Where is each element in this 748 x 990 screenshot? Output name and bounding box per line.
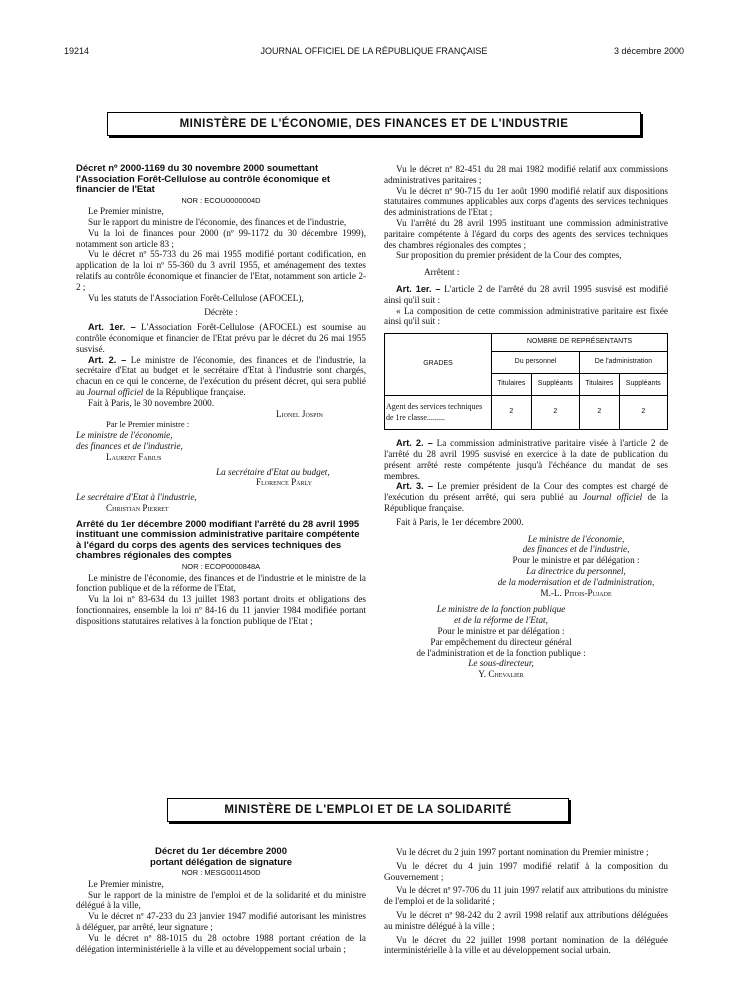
para: Le Premier ministre, [88, 878, 164, 889]
para: Vu le décret nº 88-1015 du 28 octobre 1988 portant création de la délégation interministérielle à la ville et au développement social urbain ; [76, 932, 366, 954]
para: Vu le décret nº 55-733 du 26 mai 1955 modifié portant codification, en application de la loi nº 55-360 du 3 avril 1955, et aménagement des textes relatifs au contrôle économique et financier de l'Etat, notamment son article 2-2 ; [76, 249, 366, 292]
article-2: Art. 2. – La commission administrative paritaire visée à l'article 2 de l'arrêté du 28 avril 1995 susvisé en exercice à la date de publication du présent arrêté reste compétente jusqu'à l'échéance du mandat de ses membres. [384, 438, 669, 481]
article-label: Art. 2. – [396, 438, 433, 449]
para: Vu les statuts de l'Association Forêt-Cellulose (AFOCEL), [88, 292, 304, 303]
para: Vu le décret nº 47-233 du 23 janvier 1947 modifié autorisant les ministres à déléguer, par arrêté, leur signature ; [76, 911, 366, 932]
para: Vu la loi de finances pour 2000 (nº 99-1172 du 30 décembre 1999), notamment son article 83 ; [76, 227, 366, 249]
ministry-heading-emploi: MINISTÈRE DE L'EMPLOI ET DE LA SOLIDARITÉ [167, 798, 569, 822]
signature-block-2: Le ministre de la fonction publique et de la réforme de l'Etat, Pour le ministre et par délégation : Par empêchement du directeur général de l'administration et de la fonction publique : Le sous-directeur, Y. Chevalier [384, 604, 668, 680]
article-1: Art. 1er. – L'Association Forêt-Cellulose (AFOCEL) est soumise au contrôle économique et financier de l'Etat prévu par le décret du 26 mai 1955 susvisé. [76, 322, 366, 354]
para: Vu le décret nº 82-451 du 28 mai 1982 modifié relatif aux commissions administratives paritaires ; [384, 164, 668, 185]
signatory-name: Christian Pierret [106, 503, 169, 514]
para: Sur le rapport de la ministre de l'emploi et de la solidarité et du ministre délégué à la ville, [76, 889, 366, 911]
signatory-role: des finances et de l'industrie, [76, 441, 183, 452]
header-suppleants: Suppléants [531, 374, 579, 396]
cell-value: 2 [579, 396, 619, 430]
decree-title: Décret nº 2000-1169 du 30 novembre 2000 soumettant l'Association Forêt-Cellulose au contrôle économique et financier de l'Etat [76, 163, 331, 195]
row-grade: Agent des services techniques de 1re classe......... [385, 396, 492, 430]
para: Vu le décret du 2 juin 1997 portant nomination du Premier ministre ; [396, 847, 649, 857]
decree2-nor: NOR : MESG0011450D [181, 868, 261, 877]
page-number: 19214 [64, 46, 90, 56]
decree2-subtitle: portant délégation de signature [150, 856, 292, 868]
signatory-name: Laurent Fabius [106, 451, 162, 462]
right-column [384, 164, 668, 680]
article-2: Art. 2. – Le ministre de l'économie, des finances et de l'industrie, la secrétaire d'Etat au budget et le secrétaire d'Etat à l'industrie sont chargés, chacun en ce qui le concerne, de l'exécution du présent décret, qui sera publié au Journal officiel de la République française. [76, 354, 366, 398]
table-row [385, 396, 668, 430]
header-nombre: NOMBRE DE REPRÉSENTANTS [492, 334, 668, 352]
para: Vu la loi nº 83-634 du 13 juillet 1983 portant droits et obligations des fonctionnaires, ensemble la loi nº 84-16 du 11 janvier 1984 modifiée portant dispositions statutaires relatives à la fonction publique de l'Etat ; [76, 594, 366, 626]
para: Vu le décret nº 98-242 du 2 avril 1998 relatif aux attributions déléguées au ministre délégué à la ville ; [384, 909, 668, 931]
fait: Fait à Paris, le 1er décembre 2000. [396, 516, 524, 527]
par-pm: Par le Premier ministre : [106, 419, 190, 430]
header-administration: De l'administration [579, 352, 667, 374]
issue-date: 3 décembre 2000 [613, 46, 684, 56]
bottom-left-column [76, 847, 366, 954]
arretent: Arrêtent : [424, 267, 460, 278]
representatives-table [384, 333, 668, 430]
signatory-name: M.-L. Pitois-Pujade [540, 587, 612, 598]
ministry-heading-economie: MINISTÈRE DE L'ÉCONOMIE, DES FINANCES ET DE L'INDUSTRIE [107, 112, 641, 136]
left-column [76, 164, 366, 627]
para: Sur le rapport du ministre de l'économie, des finances et de l'industrie, [88, 217, 347, 228]
decree2-title: Décret du 1er décembre 2000 [154, 846, 288, 857]
signature-block-1: Le ministre de l'économie, des finances et de l'industrie, Pour le ministre et par délégation : La directrice du personnel, de la modernisation et de l'administration, M.-L. Pitois-Pujade [384, 534, 668, 599]
signatory-role: La secrétaire d'Etat au budget, [216, 466, 330, 477]
article-1: Art. 1er. – L'article 2 de l'arrêté du 28 avril 1995 susvisé est modifié ainsi qu'il suit : [384, 283, 668, 305]
signature-pm: Lionel Jospin [276, 408, 323, 419]
cell-value: 2 [619, 396, 667, 430]
header-titulaires: Titulaires [579, 374, 619, 396]
arrete-title: Arrêté du 1er décembre 2000 modifiant l'arrêté du 28 avril 1995 instituant une commission administrative paritaire compétente à l'égard du corps des agents des services techniques des chambres régionales des comptes [76, 518, 360, 562]
para: Vu l'arrêté du 28 avril 1995 instituant une commission administrative paritaire compétente à l'égard du corps des agents des services techniques des chambres régionales des comptes ; [384, 217, 668, 250]
para: Vu le décret nº 97-706 du 11 juin 1997 relatif aux attributions du ministre de l'emploi et de la solidarité ; [384, 885, 668, 907]
header-grades: GRADES [385, 334, 492, 396]
para: Vu le décret du 22 juillet 1998 portant nomination de la déléguée interministérielle à la ville et au développement social urbain. [384, 934, 668, 956]
para: Le ministre de l'économie, des finances et de l'industrie et le ministre de la fonction publique et de la réforme de l'Etat, [76, 572, 366, 594]
bottom-right-column [384, 847, 668, 956]
article-label: Art. 3. – [396, 481, 433, 492]
para: Le Premier ministre, [88, 206, 164, 217]
article-label: Art. 1er. – [88, 322, 136, 333]
signatory-name: Florence Parly [256, 477, 312, 488]
signatory-role: Le ministre de l'économie, [76, 430, 173, 441]
cell-value: 2 [492, 396, 532, 430]
fait: Fait à Paris, le 30 novembre 2000. [88, 397, 215, 408]
para: Vu le décret du 4 juin 1997 modifié relatif à la composition du Gouvernement ; [384, 860, 668, 882]
signatory-role: Le secrétaire d'Etat à l'industrie, [76, 492, 197, 503]
para: Sur proposition du premier président de la Cour des comptes, [396, 250, 622, 261]
arrete-nor: NOR : ECOP0000848A [181, 561, 261, 571]
para: Vu le décret nº 90-715 du 1er août 1990 modifié relatif aux dispositions statutaires communes applicables aux corps d'agents des services techniques des administrations de l'Etat ; [384, 185, 668, 218]
cell-value: 2 [531, 396, 579, 430]
article-3: Art. 3. – Le premier président de la Cour des comptes est chargé de l'exécution du présent arrêté, qui sera publié au Journal officiel de la République française. [384, 481, 669, 513]
journal-title: JOURNAL OFFICIEL DE LA RÉPUBLIQUE FRANÇAISE [260, 46, 488, 56]
header-personnel: Du personnel [492, 352, 580, 374]
article-label: Art. 1er. – [396, 283, 441, 294]
header-titulaires: Titulaires [492, 374, 532, 396]
decrete: Décrète : [204, 307, 238, 318]
quote: « La composition de cette commission administrative paritaire est fixée ainsi qu'il suit : [384, 305, 668, 327]
signatory-name: Y. Chevalier [478, 669, 524, 680]
header-suppleants: Suppléants [619, 374, 667, 396]
decree-nor: NOR : ECOU0000004D [181, 195, 261, 205]
article-label: Art. 2. – [88, 354, 127, 365]
